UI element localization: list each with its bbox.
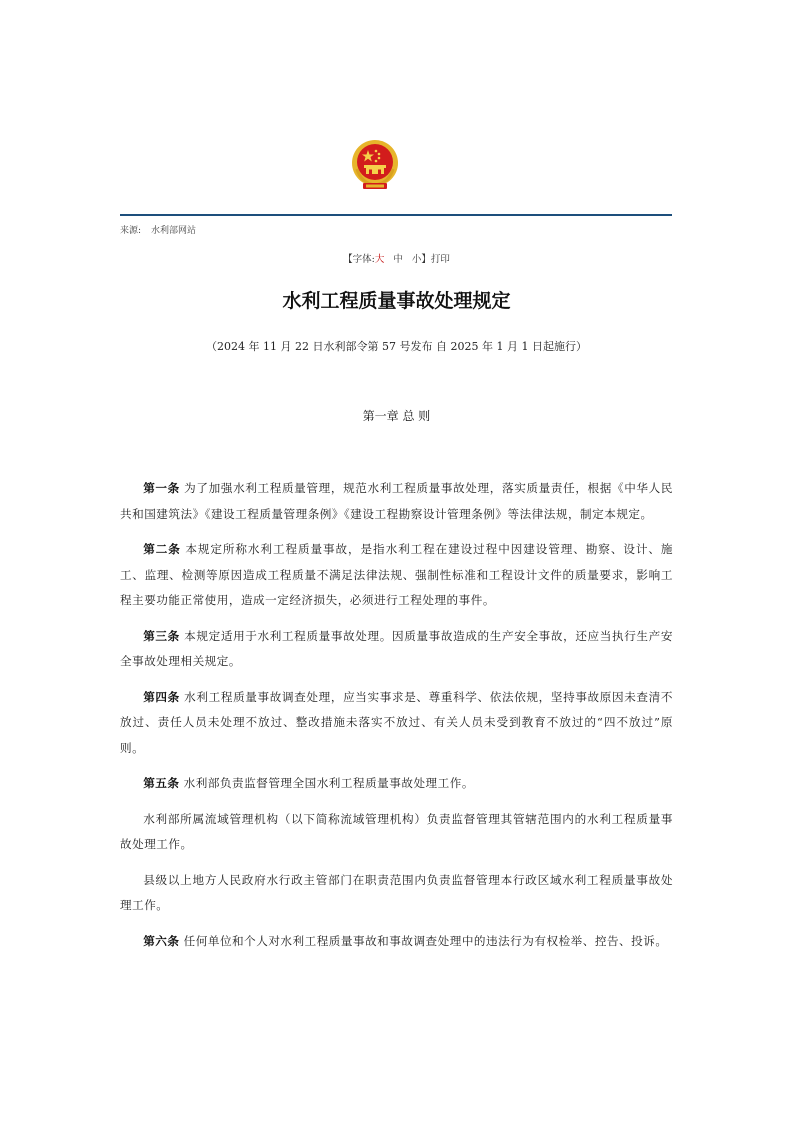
article-3 xyxy=(120,624,673,675)
font-bar-open: 【字体: xyxy=(343,254,375,265)
document-subtitle: （2024 年 11 月 22 日水利部令第 57 号发布 自 2025 年 1 月 1 日起施行） xyxy=(206,340,587,353)
article-5-head: 第五条 xyxy=(143,776,180,790)
article-2 xyxy=(120,537,673,614)
font-large-link[interactable]: 大 xyxy=(374,254,385,265)
article-4-head: 第四条 xyxy=(143,689,180,704)
source-line xyxy=(120,223,196,236)
article-4-text: 水利工程质量事故调查处理，应当实事求是、尊重科学、依法依规，坚持事故原因未查清不放过、责任人员未处理不放过、整改措施未落实不放过、有关人员未受到教育不放过的“四不放过”原则。 xyxy=(120,689,673,755)
article-6-head: 第六条 xyxy=(143,933,180,948)
font-small-link[interactable]: 小 xyxy=(411,254,422,265)
chapter-heading: 第一章 总 则 xyxy=(362,409,431,423)
article-2-head: 第二条 xyxy=(143,542,181,556)
source-label: 来源: xyxy=(120,226,142,236)
article-5-para-3-text: 县级以上地方人民政府水行政主管部门在职责范围内负责监督管理本行政区域水利工程质量事故处理工作。 xyxy=(120,872,673,912)
article-5-text: 水利部负责监督管理全国水利工程质量事故处理工作。 xyxy=(179,776,474,790)
article-1-head: 第一条 xyxy=(143,481,180,495)
article-3-head: 第三条 xyxy=(143,628,180,643)
article-6-text: 任何单位和个人对水利工程质量事故和事故调查处理中的违法行为有权检举、控告、投诉。 xyxy=(179,933,668,948)
article-1 xyxy=(120,476,673,527)
article-3-text: 本规定适用于水利工程质量事故处理。因质量事故造成的生产安全事故，还应当执行生产安全事故处理相关规定。 xyxy=(120,628,673,668)
header-rule xyxy=(120,214,672,216)
source-value: 水利部网站 xyxy=(151,226,197,236)
article-1-text: 为了加强水利工程质量管理，规范水利工程质量事故处理，落实质量责任，根据《中华人民共和国建筑法》《建设工程质量管理条例》《建设工程勘察设计管理条例》等法律法规，制定本规定。 xyxy=(120,481,673,521)
article-5-para-2-text: 水利部所属流域管理机构（以下简称流域管理机构）负责监督管理其管辖范围内的水利工程质量事故处理工作。 xyxy=(120,811,673,851)
print-link[interactable]: 打印 xyxy=(430,254,450,265)
font-medium-link[interactable]: 中 xyxy=(393,254,403,265)
font-bar-close: 】 xyxy=(421,254,431,265)
article-5 xyxy=(120,771,673,797)
font-size-bar xyxy=(0,251,793,265)
document-title: 水利工程质量事故处理规定 xyxy=(282,290,511,312)
article-2-text: 本规定所称水利工程质量事故，是指水利工程在建设过程中因建设管理、勘察、设计、施工、监理、检测等原因造成工程质量不满足法律法规、强制性标准和工程设计文件的质量要求，影响工程主要功能正常使用，造成一定经济损失，必须进行工程处理的事件。 xyxy=(120,542,673,607)
article-4 xyxy=(120,685,673,762)
document-body xyxy=(120,476,673,964)
national-emblem-logo xyxy=(351,139,399,191)
article-5-para-2 xyxy=(120,807,673,858)
article-6 xyxy=(120,929,673,955)
article-5-para-3 xyxy=(120,868,673,919)
